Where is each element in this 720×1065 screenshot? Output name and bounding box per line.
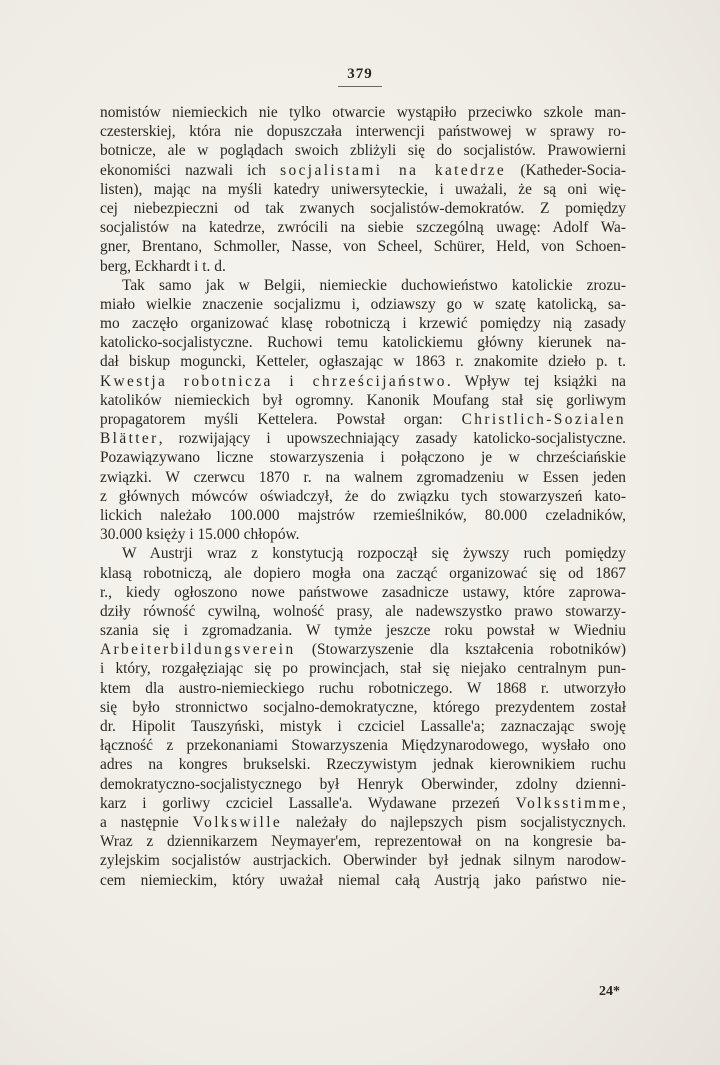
text-run: nomistów niemieckich nie tylko otwarcie wystąpiło przeciwko szkole man- bbox=[100, 104, 626, 121]
text-line bbox=[100, 871, 626, 890]
body-text bbox=[100, 103, 626, 890]
text-run: karz i gorliwy czciciel Lassalle'a. Wydawane przezeń bbox=[100, 794, 516, 812]
text-run: (Stowarzyszenie dla kształcenia robotników) bbox=[295, 641, 626, 659]
text-run: zylejskim socjalistów austrjackich. Oberwinder był jednak silnym narodow- bbox=[100, 852, 626, 870]
text-line bbox=[100, 506, 626, 525]
text-run: katolików niemieckich był ogromny. Kanonik Moufang stał się gorliwym bbox=[100, 391, 626, 409]
text-run: , rozwijający i upowszechniający zasady katolicko-socjalistyczne. bbox=[158, 430, 626, 448]
text-run: propagatorem myśli Kettelera. Powstał organ: bbox=[100, 411, 462, 428]
text-run: cej niebezpieczni od tak zwanych socjalistów-demokratów. Z pomiędzy bbox=[100, 199, 626, 217]
text-run: berg, Eckhardt i t. d. bbox=[100, 257, 226, 275]
text-run: dał biskup moguncki, Ketteler, ogłaszając w 1863 r. znakomite dzieło p. t. bbox=[100, 353, 626, 371]
text-line bbox=[100, 832, 626, 851]
text-run: katolicko-socjalistyczne. Ruchowi temu katolickiemu główny kierunek na- bbox=[100, 334, 626, 352]
text-line bbox=[100, 429, 626, 448]
spaced-emphasis: Blätter bbox=[100, 430, 159, 448]
text-line bbox=[100, 755, 626, 774]
text-line bbox=[100, 276, 626, 295]
text-line bbox=[100, 391, 626, 410]
text-line bbox=[100, 640, 626, 659]
text-line bbox=[100, 679, 626, 698]
text-line bbox=[100, 161, 626, 180]
spaced-emphasis: Volkswille bbox=[192, 813, 283, 831]
spaced-emphasis: Kwestja robotnicza i chrześcijaństwo bbox=[100, 372, 447, 390]
text-line bbox=[100, 621, 626, 640]
text-line bbox=[100, 333, 626, 352]
text-line bbox=[100, 736, 626, 755]
printer-signature-mark: 24* bbox=[599, 984, 620, 999]
text-run: gner, Brentano, Schmoller, Nasse, von Scheel, Schürer, Held, von Schoen- bbox=[100, 238, 626, 256]
text-line bbox=[100, 775, 626, 794]
text-line bbox=[100, 372, 626, 391]
text-line bbox=[100, 103, 626, 122]
text-run: miało wielkie znaczenie socjalizmu i, odziawszy go w szatę katolicką, sa- bbox=[100, 295, 626, 313]
text-line bbox=[100, 199, 626, 218]
text-run: listen), mając na myśli katedry uniwersyteckie, i uważali, że są oni wię- bbox=[100, 180, 626, 198]
text-line bbox=[100, 314, 626, 333]
text-line bbox=[100, 602, 626, 621]
text-run: ktem dla austro-niemieckiego ruchu robotniczego. W 1868 r. utworzyło bbox=[100, 679, 626, 697]
text-run: a następnie bbox=[100, 813, 193, 831]
text-run: adres na kongres brukselski. Rzeczywistym jednak kierownikiem ruchu bbox=[100, 756, 626, 774]
text-run: się było stronnictwo socjalno-demokratyczne, którego prezydentem został bbox=[100, 698, 626, 716]
text-run: należały do najlepszych pism socjalistycznych. bbox=[282, 813, 626, 831]
text-run: Tak samo jak w Belgii, niemieckie duchowieństwo katolickie zrozu- bbox=[122, 276, 626, 294]
text-run: botnicze, ale w poglądach swoich zbliżyli się do socjalistów. Prawowierni bbox=[100, 142, 626, 160]
page-number-rule bbox=[338, 86, 382, 87]
text-line bbox=[100, 257, 626, 276]
text-run: , bbox=[622, 794, 626, 812]
page-number: 379 bbox=[347, 66, 373, 82]
text-run: demokratyczno-socjalistycznego był Henryk Oberwinder, zdolny dzienni- bbox=[100, 775, 626, 793]
text-line bbox=[100, 295, 626, 314]
text-run: W Austrji wraz z konstytucją rozpoczął się żywszy ruch pomiędzy bbox=[122, 545, 626, 563]
text-line bbox=[100, 352, 626, 371]
spaced-emphasis: Arbeiterbildungsverein bbox=[100, 641, 296, 659]
text-line bbox=[100, 468, 626, 487]
text-run: lickich należało 100.000 majstrów rzemieślników, 80.000 czeladników, bbox=[100, 506, 626, 524]
text-line bbox=[100, 237, 626, 256]
text-run: . Wpływ tej książki na bbox=[446, 372, 626, 390]
text-run: klasą robotniczą, ale dopiero mogła ona zacząć organizować się od 1867 bbox=[100, 564, 626, 582]
text-run: Wraz z dziennikarzem Neymayer'em, reprezentował on na kongresie ba- bbox=[100, 833, 626, 851]
text-line bbox=[100, 659, 626, 678]
spaced-emphasis: Volksstimme bbox=[515, 794, 623, 812]
text-run: łączność z przekonaniami Stowarzyszenia Międzynarodowego, wysłało ono bbox=[100, 737, 626, 755]
text-line bbox=[100, 122, 626, 141]
text-run: czesterskiej, która nie dopuszczała interwencji państwowej w sprawy ro- bbox=[100, 123, 626, 141]
text-run: cem niemieckim, który uważał niemal całą Austrją jako państwo nie- bbox=[100, 871, 626, 889]
text-line bbox=[100, 813, 626, 832]
text-run: z głównych mówców oświadczył, że do związku tych stowarzyszeń kato- bbox=[100, 487, 626, 505]
text-line bbox=[100, 487, 626, 506]
text-line bbox=[100, 851, 626, 870]
text-line bbox=[100, 180, 626, 199]
text-run: socjalistów na katedrze, zwrócili na siebie szczególną uwagę: Adolf Wa- bbox=[100, 219, 626, 237]
text-run: mo zaczęło organizować klasę robotniczą i krzewić pomiędzy nią zasady bbox=[100, 315, 626, 333]
text-line bbox=[100, 448, 626, 467]
text-line bbox=[100, 717, 626, 736]
text-run: dziły równość cywilną, wolność prasy, ale nadewszystko prawo stowarzy- bbox=[100, 602, 626, 620]
text-run: Pozawiązywano liczne stowarzyszenia i połączono je w chrześciańskie bbox=[100, 449, 626, 467]
text-line bbox=[100, 544, 626, 563]
text-line bbox=[100, 564, 626, 583]
text-line bbox=[100, 794, 626, 813]
text-line bbox=[100, 218, 626, 237]
text-line bbox=[100, 141, 626, 160]
text-line bbox=[100, 698, 626, 717]
text-run: szania się i zgromadzania. W tymże jeszcze roku powstał w Wiedniu bbox=[100, 622, 626, 640]
text-run: 30.000 księży i 15.000 chłopów. bbox=[100, 526, 300, 544]
text-run: związki. W czerwcu 1870 r. na walnem zgromadzeniu w Essen jeden bbox=[100, 468, 626, 486]
text-run: r., kiedy ogłoszono nowe państwowe zasadnicze ustawy, które zaprowa- bbox=[100, 583, 626, 601]
text-run: (Katheder-Socia- bbox=[506, 161, 626, 179]
text-line bbox=[100, 583, 626, 602]
text-run: dr. Hipolit Tauszyński, mistyk i czciciel Lassalle'a; zaznaczając swoję bbox=[100, 718, 626, 735]
spaced-emphasis: socjalistami na katedrze bbox=[280, 161, 507, 179]
text-line bbox=[100, 410, 626, 429]
text-run: ekonomiści nazwali ich bbox=[100, 161, 281, 179]
text-line bbox=[100, 525, 626, 544]
text-run: i który, rozgałęziając się po prowincjach, stał się niejako centralnym pun- bbox=[100, 660, 626, 678]
spaced-emphasis: Christlich-Sozialen bbox=[461, 411, 626, 428]
